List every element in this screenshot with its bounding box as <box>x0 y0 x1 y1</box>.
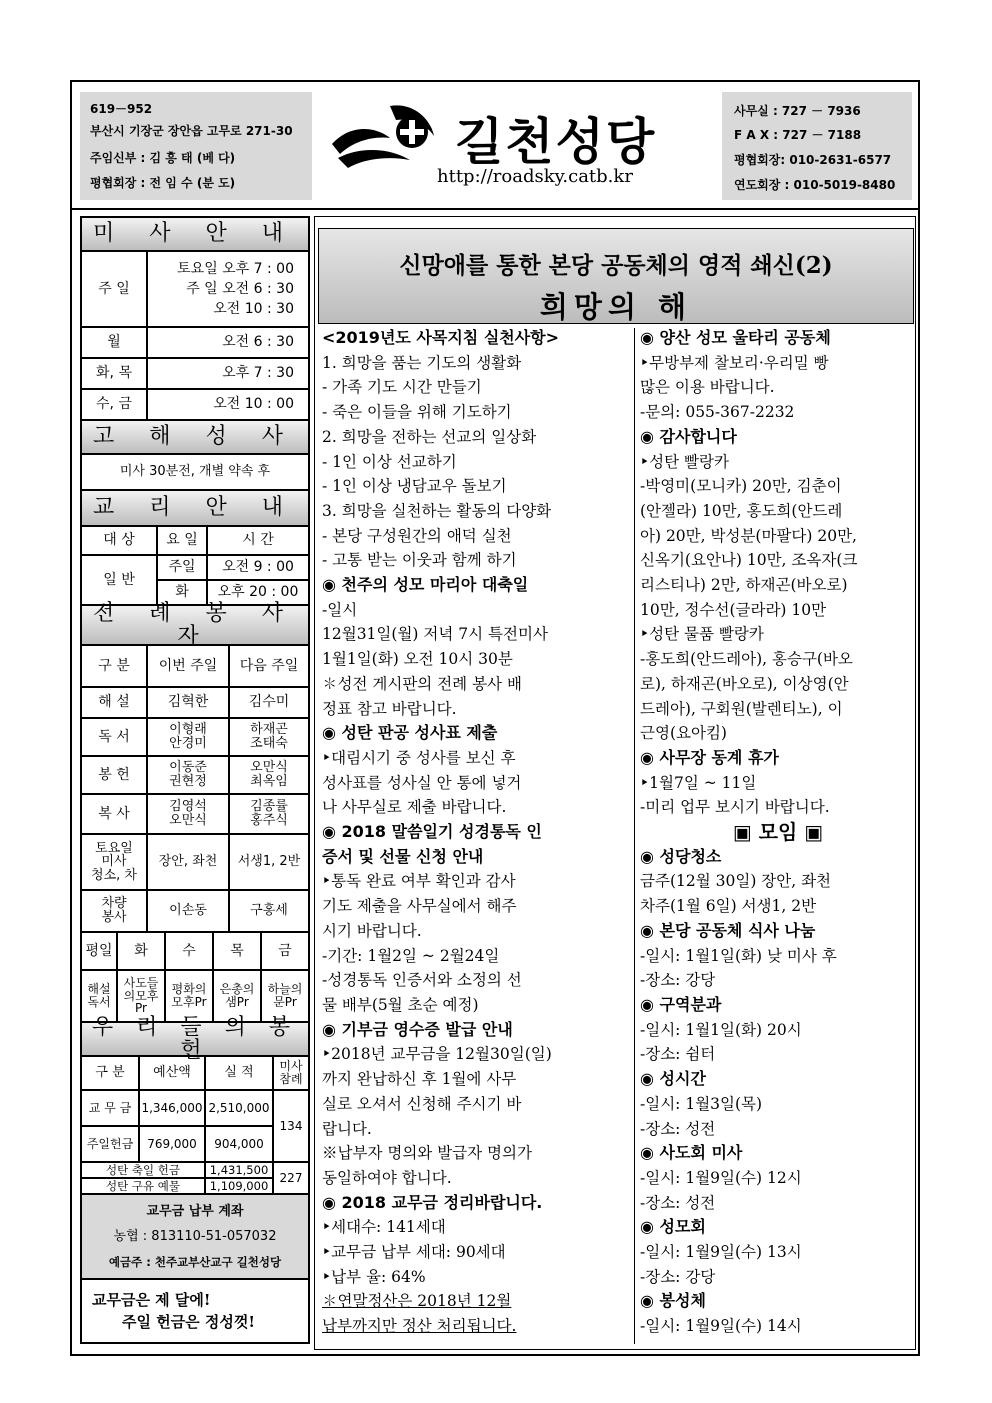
church-title: 길천성당 <box>455 113 657 171</box>
offering-header: 미사 참례 <box>273 1056 309 1090</box>
notice-line: 성사표를 성사실 안 통에 넣거 <box>322 773 522 792</box>
notice-line: - 가족 기도 시간 만들기 <box>322 378 482 397</box>
notice-line: 동일하여야 합니다. <box>322 1168 452 1187</box>
mass-sunday-times <box>147 251 309 327</box>
notice-line: 납부까지만 정산 처리됩니다. <box>322 1317 517 1336</box>
church-logo-icon <box>330 96 440 176</box>
liturgy-role: 독 서 <box>81 718 147 756</box>
website-url[interactable]: http://roadsky.catb.kr <box>437 166 633 187</box>
offering-label: 교 무 금 <box>81 1090 139 1126</box>
notice-line: - 고통 받는 이웃과 함께 하기 <box>322 551 517 570</box>
council-phone: 평협회장: 010-2631-6577 <box>734 153 892 167</box>
mass-sunday-line: 오전 10 : 30 <box>213 301 294 317</box>
account-holder: 예금주 : 천주교부산교구 길천성당 <box>108 1254 282 1269</box>
offering-title: 우 리 들 의 봉 헌 <box>81 1022 309 1056</box>
liturgy-next-week: 하재곤 조태숙 <box>229 718 309 756</box>
notice-line: ✽성전 게시판의 전례 봉사 배 <box>322 674 522 693</box>
mass-time: 오전 10 : 00 <box>147 389 309 420</box>
notice-heading: ◉ 본당 공동체 식사 나눔 <box>640 920 816 940</box>
notice-line: 10만, 정수선(글라라) 10만 <box>640 600 827 619</box>
notice-line: ‣세대수: 141세대 <box>322 1218 446 1237</box>
weekday-header: 수 <box>165 932 213 970</box>
notice-line: 시기 바랍니다. <box>322 921 422 940</box>
notice-line: 3. 희망을 실천하는 활동의 다양화 <box>322 501 552 520</box>
catechism-day: 주일 <box>157 555 207 580</box>
xmas-label: 성탄 구유 예물 <box>81 1178 205 1194</box>
weekday-header: 평일 <box>81 932 117 970</box>
zip-code: 619－952 <box>90 102 153 116</box>
xmas-label: 성탄 축일 헌금 <box>81 1162 205 1178</box>
notice-heading: 증서 및 선물 신청 안내 <box>322 846 484 866</box>
mass-day: 월 <box>81 327 147 358</box>
offering-header: 예산액 <box>139 1056 205 1090</box>
right-column <box>640 326 916 1339</box>
notice-line: -일시: 1월9일(수) 12시 <box>640 1168 802 1187</box>
account-box <box>81 1194 309 1279</box>
liturgy-this-week: 이형래 안경미 <box>147 718 229 756</box>
offering-actual: 904,000 <box>205 1126 273 1162</box>
mass-time: 오전 6 : 30 <box>147 327 309 358</box>
notice-line: -장소: 강당 <box>640 1267 716 1286</box>
catechism-header: 요 일 <box>157 526 207 555</box>
notice-heading: ◉ 성당청소 <box>640 846 722 866</box>
liturgy-header: 구 분 <box>81 645 147 687</box>
header-address-box <box>80 92 312 200</box>
catechism-time: 오전 9 : 00 <box>207 555 309 580</box>
notice-line: -성경통독 인증서와 소정의 선 <box>322 971 522 990</box>
notice-line: -문의: 055-367-2232 <box>640 403 795 422</box>
liturgy-role: 토요일 미사 청소, 차 <box>81 834 147 890</box>
notice-line: -장소: 성전 <box>640 1119 716 1138</box>
liturgy-role: 복 사 <box>81 794 147 834</box>
catechism-header: 대 상 <box>81 526 157 555</box>
office-phone: 사무실 : 727 － 7936 <box>734 104 861 118</box>
notice-line: - 죽은 이들을 위해 기도하기 <box>322 403 512 422</box>
notice-line: -일시: 1월9일(수) 14시 <box>640 1317 802 1336</box>
notice-heading: ◉ 2018 교무금 정리바랍니다. <box>322 1192 543 1212</box>
notice-line: 실로 오셔서 신청해 주시기 바 <box>322 1094 522 1113</box>
weekday-cell: 사도들 의모후 Pr <box>117 970 165 1022</box>
mass-day: 화, 목 <box>81 358 147 389</box>
account-number: 농협 : 813110-51-057032 <box>113 1229 277 1245</box>
mass-day: 수, 금 <box>81 389 147 420</box>
notice-line: 정표 참고 바랍니다. <box>322 699 457 718</box>
liturgy-next-week: 구홍세 <box>229 890 309 932</box>
notice-heading: ◉ 천주의 성모 마리아 대축일 <box>322 575 529 595</box>
catechism-target: 일 반 <box>81 555 157 605</box>
liturgy-this-week: 김영석 오만식 <box>147 794 229 834</box>
notice-line: - 본당 구성원간의 애덕 실천 <box>322 526 512 545</box>
banner-subtitle: 신망애를 통한 본당 공동체의 영적 쇄신(2) <box>399 252 833 279</box>
notice-heading: ◉ 사도회 미사 <box>640 1143 743 1163</box>
confession-text: 미사 30분전, 개별 약속 후 <box>81 454 309 490</box>
theme-banner <box>318 228 914 324</box>
notice-line: -미리 업무 보시기 바랍니다. <box>640 798 830 817</box>
notice-line: 까지 완납하신 후 1월에 사무 <box>322 1070 517 1089</box>
notice-line: -일시: 1월1일(화) 20시 <box>640 1020 802 1039</box>
footer-note-line: 교무금은 제 달에! <box>92 1291 211 1309</box>
offering-header: 구 분 <box>81 1056 139 1090</box>
fax-number: F A X : 727 － 7188 <box>734 128 862 142</box>
notice-line: 2. 희망을 전하는 선교의 일상화 <box>322 427 537 446</box>
middle-column <box>322 326 630 1339</box>
liturgy-this-week: 이동준 권현정 <box>147 756 229 794</box>
notice-line: 많은 이용 바랍니다. <box>640 378 775 397</box>
liturgy-this-week: 장안, 좌천 <box>147 834 229 890</box>
notice-line: ✽연말정산은 2018년 12월 <box>322 1292 512 1311</box>
pastor: 주임신부 : 김 흥 태 (베 다) <box>90 151 236 165</box>
mass-title: 미 사 안 내 <box>81 217 309 251</box>
notice-line: ‣1월7일 ~ 11일 <box>640 773 757 792</box>
catechism-title: 교 리 안 내 <box>81 490 309 526</box>
notice-line: 로), 하재곤(바오로), 이상영(안 <box>640 674 849 693</box>
liturgy-header: 다음 주일 <box>229 645 309 687</box>
notice-line: -장소: 성전 <box>640 1193 716 1212</box>
notice-line: ‣대림시기 중 성사를 보신 후 <box>322 748 516 767</box>
notice-line: ‣성탄 빨랑카 <box>640 452 729 471</box>
weekday-cell: 평화의 모후Pr <box>165 970 213 1022</box>
address: 부산시 기장군 장안읍 고무로 271-30 <box>90 124 293 138</box>
liturgy-next-week: 오만식 최옥임 <box>229 756 309 794</box>
mass-time: 오후 7 : 30 <box>147 358 309 389</box>
xmas-actual: 1,109,000 <box>205 1178 273 1194</box>
notice-line: ‣납부 율: 64% <box>322 1267 426 1286</box>
notice-heading: ◉ 사무장 동계 휴가 <box>640 747 779 767</box>
notice-heading: ◉ 2018 말씀일기 성경통독 인 <box>322 822 542 842</box>
header-divider <box>70 208 920 210</box>
notice-heading: ▣ 모임 ▣ <box>732 820 824 845</box>
notice-line: ‣통독 완료 여부 확인과 감사 <box>322 872 516 891</box>
notice-heading: ◉ 성시간 <box>640 1069 706 1089</box>
catechism-header: 시 간 <box>207 526 309 555</box>
notice-line: ‣2018년 교무금을 12월30일(일) <box>322 1045 552 1064</box>
mass-sunday-label: 주 일 <box>81 251 147 327</box>
notice-heading: ◉ 감사합니다 <box>640 426 737 446</box>
notice-line: -일시: 1월1일(화) 낮 미사 후 <box>640 946 837 965</box>
notice-line: ‣성탄 물품 빨랑카 <box>640 625 764 644</box>
mass-attendance: 134 <box>273 1090 309 1162</box>
notice-line: -일시: 1월3일(목) <box>640 1094 763 1113</box>
notice-line: 랍니다. <box>322 1119 372 1138</box>
notice-heading: <2019년도 사목지침 실천사항> <box>322 328 560 347</box>
notice-line: -기간: 1월2일 ~ 2월24일 <box>322 946 500 965</box>
notice-line: ‣무방부제 찰보리·우리밀 빵 <box>640 353 829 372</box>
offering-budget: 769,000 <box>139 1126 205 1162</box>
notice-line: 금주(12월 30일) 장안, 좌천 <box>640 872 832 891</box>
liturgy-this-week: 김혁한 <box>147 687 229 718</box>
liturgy-role: 차량 봉사 <box>81 890 147 932</box>
liturgy-this-week: 이손동 <box>147 890 229 932</box>
notice-line: 1월1일(화) 오전 10시 30분 <box>322 650 513 669</box>
offering-label: 주일헌금 <box>81 1126 139 1162</box>
notice-heading: ◉ 성탄 판공 성사표 제출 <box>322 723 498 743</box>
notice-line: 아) 20만, 박성분(마팔다) 20만, <box>640 526 857 545</box>
weekday-cell: 하늘의 문Pr <box>261 970 309 1022</box>
notice-line: (안젤라) 10만, 홍도희(안드레 <box>640 501 843 520</box>
council-president: 평협회장 : 전 임 수 (분 도) <box>90 176 236 190</box>
notice-line: 1. 희망을 품는 기도의 생활화 <box>322 353 522 372</box>
footer-note-line: 주일 헌금은 정성껏! <box>122 1313 255 1331</box>
notice-heading: ◉ 봉성체 <box>640 1291 706 1311</box>
notice-line: 근영(요아킴) <box>640 724 727 743</box>
weekday-cell: 해설 독서 <box>81 970 117 1022</box>
liturgy-title: 전 례 봉 사 자 <box>81 605 309 645</box>
offering-budget: 1,346,000 <box>139 1090 205 1126</box>
liturgy-role: 봉 헌 <box>81 756 147 794</box>
notice-line: -장소: 강당 <box>640 971 716 990</box>
account-title: 교무금 납부 계좌 <box>146 1203 244 1219</box>
header-contact-box <box>722 92 912 200</box>
notice-line: -홍도희(안드레아), 홍승구(바오 <box>640 650 853 669</box>
notice-line: - 1인 이상 냉담교우 돌보기 <box>322 477 507 496</box>
catechism-day: 화 <box>157 580 207 605</box>
weekday-cell: 은총의 샘Pr <box>213 970 261 1022</box>
notice-heading: ◉ 기부금 영수증 발급 안내 <box>322 1019 513 1039</box>
liturgy-next-week: 서생1, 2반 <box>229 834 309 890</box>
weekday-header: 목 <box>213 932 261 970</box>
liturgy-header: 이번 주일 <box>147 645 229 687</box>
notice-line: -일시: 1월9일(수) 13시 <box>640 1243 802 1262</box>
offering-actual: 2,510,000 <box>205 1090 273 1126</box>
footer-note <box>81 1279 309 1343</box>
xmas-attendance: 227 <box>273 1162 309 1194</box>
notice-line: 드레아), 구회원(발렌티노), 이 <box>640 699 843 718</box>
weekday-header: 화 <box>117 932 165 970</box>
weekday-header: 금 <box>261 932 309 970</box>
confession-title: 고 해 성 사 <box>81 420 309 454</box>
column-divider <box>634 328 635 1344</box>
mass-sunday-line: 토요일 오후 7 : 00 <box>177 261 294 277</box>
notice-heading: ◉ 양산 성모 울타리 공동체 <box>640 328 831 347</box>
notice-line: 12월31일(월) 저녁 7시 특전미사 <box>322 625 548 644</box>
youth-phone: 연도회장 : 010-5019-8480 <box>734 178 896 192</box>
notice-line: ※납부자 명의와 발급자 명의가 <box>322 1144 532 1163</box>
notice-line: -일시 <box>322 600 358 619</box>
liturgy-next-week: 김수미 <box>229 687 309 718</box>
notice-line: 리스티나) 2만, 하재곤(바오로) <box>640 576 848 595</box>
notice-line: ‣교무금 납부 세대: 90세대 <box>322 1243 506 1262</box>
liturgy-role: 해 설 <box>81 687 147 718</box>
notice-line: 차주(1월 6일) 서생1, 2반 <box>640 897 817 916</box>
notice-heading: ◉ 성모회 <box>640 1217 706 1237</box>
banner-title: 희망의 해 <box>539 290 693 324</box>
info-sidebar <box>80 216 310 1344</box>
notice-line: -박영미(모니카) 20만, 김춘이 <box>640 477 842 496</box>
xmas-actual: 1,431,500 <box>205 1162 273 1178</box>
liturgy-next-week: 김종률 홍주식 <box>229 794 309 834</box>
notice-line: 물 배부(5월 초순 예정) <box>322 995 479 1014</box>
notice-line: - 1인 이상 선교하기 <box>322 452 457 471</box>
notice-line: -장소: 쉼터 <box>640 1045 716 1064</box>
notice-heading: ◉ 구역분과 <box>640 994 722 1014</box>
offering-header: 실 적 <box>205 1056 273 1090</box>
notice-line: 신옥기(요안나) 10만, 조옥자(크 <box>640 551 858 570</box>
notice-line: 기도 제출을 사무실에서 해주 <box>322 897 517 916</box>
notice-line: 나 사무실로 제출 바랍니다. <box>322 798 507 817</box>
mass-sunday-line: 주 일 오전 6 : 30 <box>186 281 294 297</box>
catechism-time: 오후 20 : 00 <box>207 580 309 605</box>
